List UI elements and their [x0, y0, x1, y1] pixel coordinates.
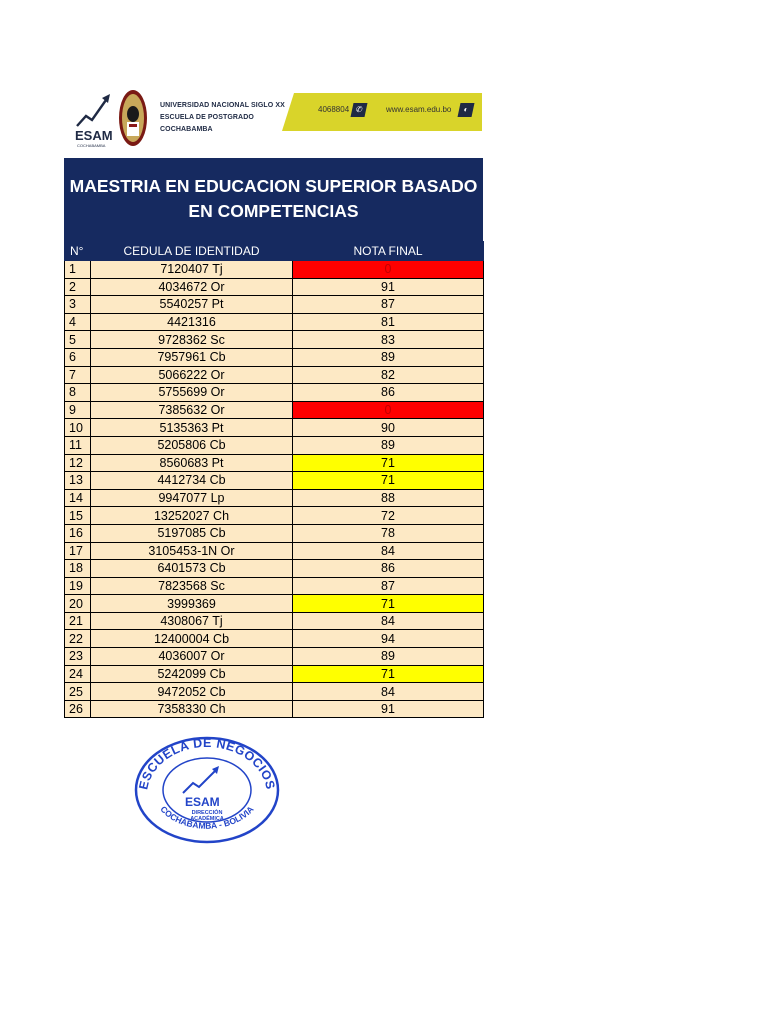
grades-table-body	[65, 261, 484, 718]
cedula-cell: 12400004 Cb	[91, 630, 293, 648]
nota-cell: 84	[293, 542, 484, 560]
nota-cell: 84	[293, 683, 484, 701]
cedula-cell: 5197085 Cb	[91, 524, 293, 542]
table-row	[65, 700, 484, 718]
table-row	[65, 560, 484, 578]
nota-cell: 0	[293, 261, 484, 279]
nota-cell: 72	[293, 507, 484, 525]
row-number: 11	[65, 436, 91, 454]
table-row	[65, 542, 484, 560]
official-stamp	[133, 735, 281, 845]
cedula-cell: 13252027 Ch	[91, 507, 293, 525]
nota-cell: 89	[293, 348, 484, 366]
row-number: 12	[65, 454, 91, 472]
cedula-cell: 9728362 Sc	[91, 331, 293, 349]
row-number: 20	[65, 595, 91, 613]
cedula-cell: 3999369	[91, 595, 293, 613]
cedula-cell: 7358330 Ch	[91, 700, 293, 718]
table-row	[65, 665, 484, 683]
esam-logo-text: ESAM	[75, 128, 113, 143]
stamp-sub-line-2: ACADÉMICA	[190, 816, 224, 822]
cedula-cell: 4036007 Or	[91, 648, 293, 666]
globe-icon: ◐	[458, 103, 475, 117]
grades-table	[64, 241, 484, 718]
header-banner	[64, 66, 484, 158]
phone-number: 4068804	[318, 105, 350, 114]
row-number: 13	[65, 472, 91, 490]
row-number: 25	[65, 683, 91, 701]
table-header-row	[65, 242, 484, 261]
cedula-cell: 7957961 Cb	[91, 348, 293, 366]
table-row	[65, 595, 484, 613]
nota-cell: 86	[293, 560, 484, 578]
esam-logo-subtext: COCHABAMBA	[77, 143, 106, 148]
nota-cell: 86	[293, 384, 484, 402]
row-number: 6	[65, 348, 91, 366]
table-row	[65, 648, 484, 666]
cedula-cell: 4034672 Or	[91, 278, 293, 296]
nota-cell: 91	[293, 700, 484, 718]
cedula-cell: 8560683 Pt	[91, 454, 293, 472]
nota-cell: 88	[293, 489, 484, 507]
cedula-cell: 3105453-1N Or	[91, 542, 293, 560]
table-row	[65, 612, 484, 630]
cedula-cell: 9947077 Lp	[91, 489, 293, 507]
phone-icon: ✆	[351, 103, 368, 117]
table-row	[65, 436, 484, 454]
university-crest-icon	[118, 86, 148, 148]
row-number: 21	[65, 612, 91, 630]
cedula-cell: 5066222 Or	[91, 366, 293, 384]
row-number: 24	[65, 665, 91, 683]
row-number: 17	[65, 542, 91, 560]
row-number: 16	[65, 524, 91, 542]
nota-cell: 87	[293, 577, 484, 595]
table-row	[65, 384, 484, 402]
contact-bar	[282, 93, 480, 131]
cedula-cell: 5135363 Pt	[91, 419, 293, 437]
nota-cell: 71	[293, 454, 484, 472]
title-line-1: MAESTRIA EN EDUCACION SUPERIOR BASADO	[69, 176, 478, 196]
row-number: 5	[65, 331, 91, 349]
nota-cell: 71	[293, 472, 484, 490]
cedula-cell: 4308067 Tj	[91, 612, 293, 630]
cedula-cell: 7385632 Or	[91, 401, 293, 419]
nota-cell: 71	[293, 665, 484, 683]
nota-cell: 83	[293, 331, 484, 349]
title-line-2: EN COMPETENCIAS	[188, 201, 359, 221]
nota-cell: 82	[293, 366, 484, 384]
cedula-cell: 9472052 Cb	[91, 683, 293, 701]
cedula-cell: 4421316	[91, 313, 293, 331]
column-header-nota: NOTA FINAL	[293, 242, 484, 261]
stamp-chart-icon	[183, 766, 219, 793]
row-number: 26	[65, 700, 91, 718]
row-number: 3	[65, 296, 91, 314]
nota-cell: 78	[293, 524, 484, 542]
row-number: 9	[65, 401, 91, 419]
table-row	[65, 524, 484, 542]
table-row	[65, 401, 484, 419]
row-number: 10	[65, 419, 91, 437]
table-row	[65, 454, 484, 472]
website-url: www.esam.edu.bo	[386, 105, 452, 114]
nota-cell: 84	[293, 612, 484, 630]
table-row	[65, 261, 484, 279]
table-row	[65, 577, 484, 595]
row-number: 7	[65, 366, 91, 384]
row-number: 19	[65, 577, 91, 595]
table-row	[65, 472, 484, 490]
row-number: 8	[65, 384, 91, 402]
table-row	[65, 278, 484, 296]
university-line-1: UNIVERSIDAD NACIONAL SIGLO XX	[160, 102, 285, 109]
nota-cell: 89	[293, 648, 484, 666]
stamp-bottom-text: COCHABAMBA - BOLIVIA	[158, 804, 256, 831]
cedula-cell: 6401573 Cb	[91, 560, 293, 578]
nota-cell: 81	[293, 313, 484, 331]
table-row	[65, 313, 484, 331]
nota-cell: 89	[293, 436, 484, 454]
university-name	[160, 100, 285, 136]
esam-logo	[74, 86, 112, 148]
stamp-sub-line-1: DIRECCIÓN	[191, 810, 223, 816]
row-number: 4	[65, 313, 91, 331]
svg-text:ESCUELA DE NEGOCIOS	[136, 736, 277, 791]
stamp-top-text: ESCUELA DE NEGOCIOS	[136, 735, 278, 791]
table-row	[65, 489, 484, 507]
nota-cell: 91	[293, 278, 484, 296]
row-number: 23	[65, 648, 91, 666]
row-number: 18	[65, 560, 91, 578]
table-row	[65, 507, 484, 525]
university-line-3: COCHABAMBA	[160, 126, 213, 133]
table-row	[65, 348, 484, 366]
row-number: 15	[65, 507, 91, 525]
cedula-cell: 5755699 Or	[91, 384, 293, 402]
cedula-cell: 7823568 Sc	[91, 577, 293, 595]
table-row	[65, 630, 484, 648]
nota-cell: 0	[293, 401, 484, 419]
column-header-number: N°	[65, 242, 91, 261]
nota-cell: 87	[293, 296, 484, 314]
table-row	[65, 419, 484, 437]
row-number: 14	[65, 489, 91, 507]
stamp-center-text: ESAM	[185, 795, 220, 809]
cedula-cell: 5205806 Cb	[91, 436, 293, 454]
row-number: 22	[65, 630, 91, 648]
nota-cell: 94	[293, 630, 484, 648]
cedula-cell: 5540257 Pt	[91, 296, 293, 314]
table-row	[65, 331, 484, 349]
nota-cell: 71	[293, 595, 484, 613]
row-number: 1	[65, 261, 91, 279]
cedula-cell: 5242099 Cb	[91, 665, 293, 683]
university-line-2: ESCUELA DE POSTGRADO	[160, 114, 254, 121]
cedula-cell: 7120407 Tj	[91, 261, 293, 279]
table-row	[65, 296, 484, 314]
column-header-cedula: CEDULA DE IDENTIDAD	[91, 242, 293, 261]
row-number: 2	[65, 278, 91, 296]
page-title	[64, 158, 483, 241]
nota-cell: 90	[293, 419, 484, 437]
table-row	[65, 683, 484, 701]
table-row	[65, 366, 484, 384]
cedula-cell: 4412734 Cb	[91, 472, 293, 490]
